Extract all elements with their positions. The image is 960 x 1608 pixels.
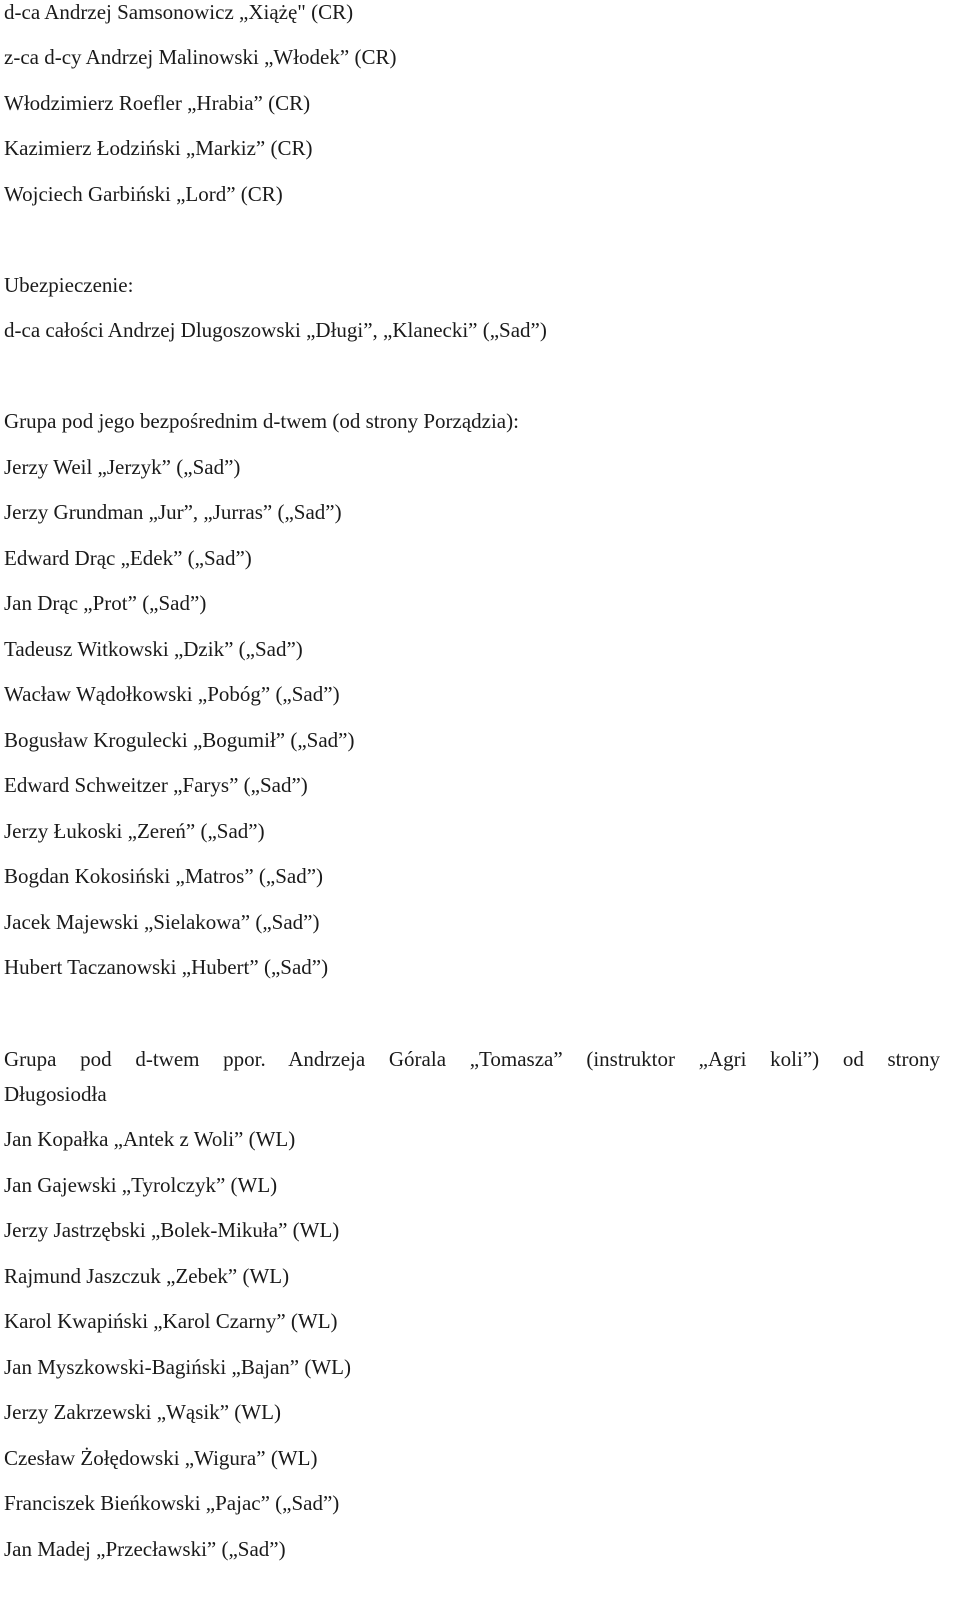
group2-member: Karol Kwapiński „Karol Czarny” (WL) [4,1309,338,1333]
group1-member: Edward Schweitzer „Farys” („Sad”) [4,773,308,797]
group2-member: Jan Madej „Przecławski” („Sad”) [4,1537,286,1561]
group2-member: Jerzy Zakrzewski „Wąsik” (WL) [4,1400,281,1424]
group2-heading-line2: Długosiodła [4,1082,107,1106]
group1-member: Hubert Taczanowski „Hubert” („Sad”) [4,955,329,979]
group1-member: Jerzy Łukoski „Zereń” („Sad”) [4,819,265,843]
command-line-member: Kazimierz Łodziński „Markiz” (CR) [4,136,313,160]
group2-heading-line1: Grupa pod d-twem ppor. Andrzeja Górala „Tomasza” (instruktor „Agri koli”) od strony [4,1047,940,1071]
group2-member: Jan Kopałka „Antek z Woli” (WL) [4,1127,296,1151]
command-line-deputy: z-ca d-cy Andrzej Malinowski „Włodek” (CR) [4,45,397,69]
group2-member: Rajmund Jaszczuk „Zebek” (WL) [4,1264,290,1288]
group1-member: Edward Drąc „Edek” („Sad”) [4,546,252,570]
security-heading: Ubezpieczenie: [4,273,134,297]
group2-member: Jan Myszkowski-Bagiński „Bajan” (WL) [4,1355,352,1379]
group2-member: Czesław Żołędowski „Wigura” (WL) [4,1446,318,1470]
command-line-member: Wojciech Garbiński „Lord” (CR) [4,182,283,206]
security-commander-line: d-ca całości Andrzej Dlugoszowski „Długi”, „Klanecki” („Sad”) [4,318,547,342]
group1-member: Bogusław Krogulecki „Bogumił” („Sad”) [4,728,355,752]
group2-member: Jerzy Jastrzębski „Bolek-Mikuła” (WL) [4,1218,340,1242]
group2-member: Franciszek Bieńkowski „Pajac” („Sad”) [4,1491,340,1515]
group1-member: Bogdan Kokosiński „Matros” („Sad”) [4,864,324,888]
group1-member: Jacek Majewski „Sielakowa” („Sad”) [4,910,320,934]
command-line-commander: d-ca Andrzej Samsonowicz „Xiążę" (CR) [4,0,354,24]
group1-member: Jerzy Grundman „Jur”, „Jurras” („Sad”) [4,500,342,524]
command-line-member: Włodzimierz Roefler „Hrabia” (CR) [4,91,311,115]
group1-heading: Grupa pod jego bezpośrednim d-twem (od strony Porządzia): [4,409,519,433]
group1-member: Jerzy Weil „Jerzyk” („Sad”) [4,455,241,479]
group2-member: Jan Gajewski „Tyrolczyk” (WL) [4,1173,278,1197]
group1-member: Wacław Wądołkowski „Pobóg” („Sad”) [4,682,340,706]
group1-member: Tadeusz Witkowski „Dzik” („Sad”) [4,637,303,661]
group1-member: Jan Drąc „Prot” („Sad”) [4,591,207,615]
